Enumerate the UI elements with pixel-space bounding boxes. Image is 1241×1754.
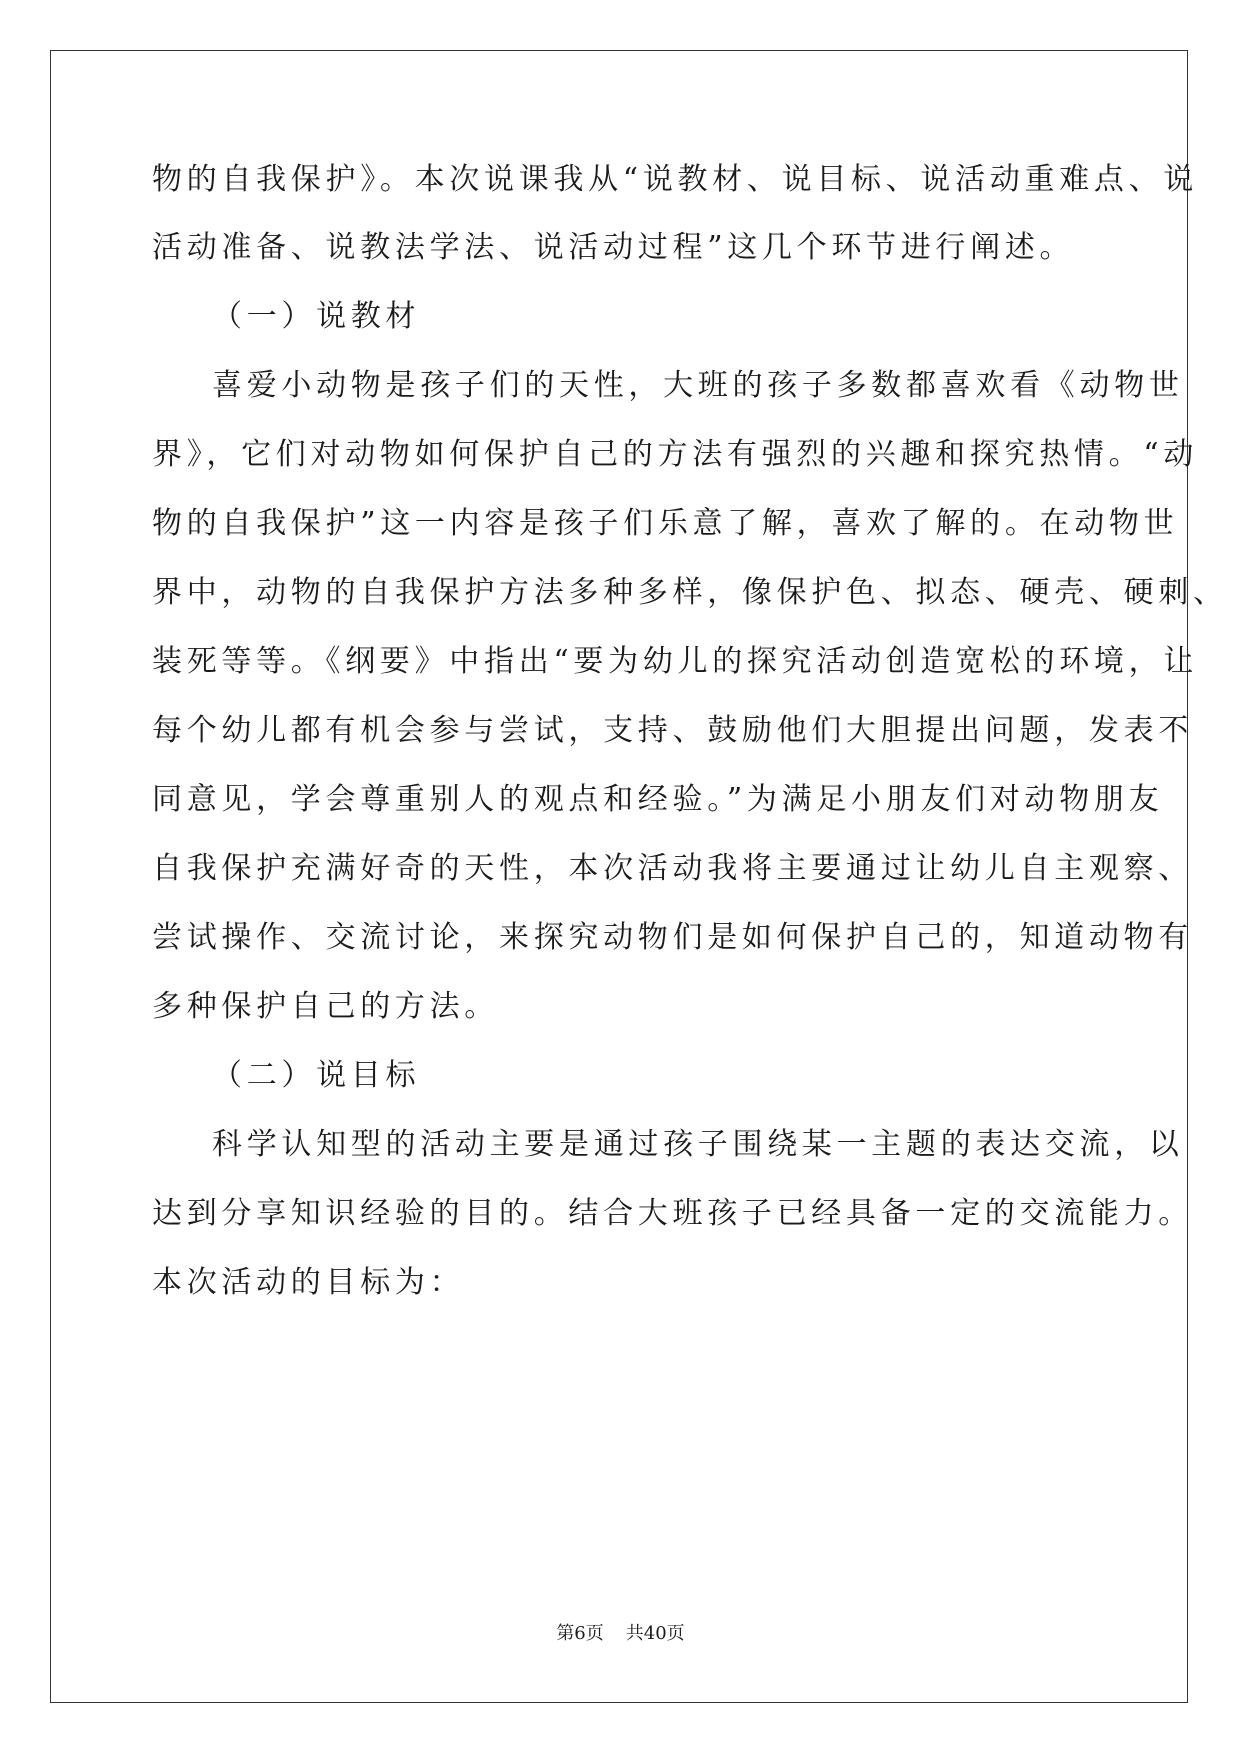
text-line: 界》，它们对动物如何保护自己的方法有强烈的兴趣和探究热情。“动: [152, 437, 1199, 472]
page-number: 第6页: [556, 1623, 604, 1644]
page-total: 共40页: [625, 1623, 685, 1644]
text-line: 多种保护自己的方法。: [152, 989, 499, 1024]
text-line: 每个幼儿都有机会参与尝试，支持、鼓励他们大胆提出问题，发表不: [152, 713, 1193, 748]
text-line: 本次活动的目标为：: [152, 1265, 465, 1300]
section-heading: （二）说目标: [212, 1058, 421, 1093]
text-line: 达到分享知识经验的目的。结合大班孩子已经具备一定的交流能力。: [152, 1196, 1193, 1231]
text-line: 喜爱小动物是孩子们的天性，大班的孩子多数都喜欢看《动物世: [212, 368, 1184, 403]
text-line: 自我保护充满好奇的天性，本次活动我将主要通过让幼儿自主观察、: [152, 851, 1193, 886]
text-line: 科学认知型的活动主要是通过孩子围绕某一主题的表达交流，以: [212, 1127, 1184, 1162]
text-line: 尝试操作、交流讨论，来探究动物们是如何保护自己的，知道动物有: [152, 920, 1193, 955]
section-heading: （一）说教材: [212, 299, 421, 334]
text-line: 活动准备、说教法学法、说活动过程”这几个环节进行阐述。: [152, 230, 1075, 265]
text-line: 物的自我保护》。本次说课我从“说教材、说目标、说活动重难点、说: [152, 162, 1199, 197]
page-footer: [0, 1622, 1241, 1646]
text-line: 界中，动物的自我保护方法多种多样，像保护色、拟态、硬壳、硬刺、: [152, 575, 1228, 610]
text-line: 装死等等。《纲要》中指出“要为幼儿的探究活动创造宽松的环境，让: [152, 644, 1199, 679]
text-line: 物的自我保护”这一内容是孩子们乐意了解，喜欢了解的。在动物世: [152, 506, 1179, 541]
text-line: 同意见，学会尊重别人的观点和经验。”为满足小朋友们对动物朋友: [152, 782, 1164, 817]
